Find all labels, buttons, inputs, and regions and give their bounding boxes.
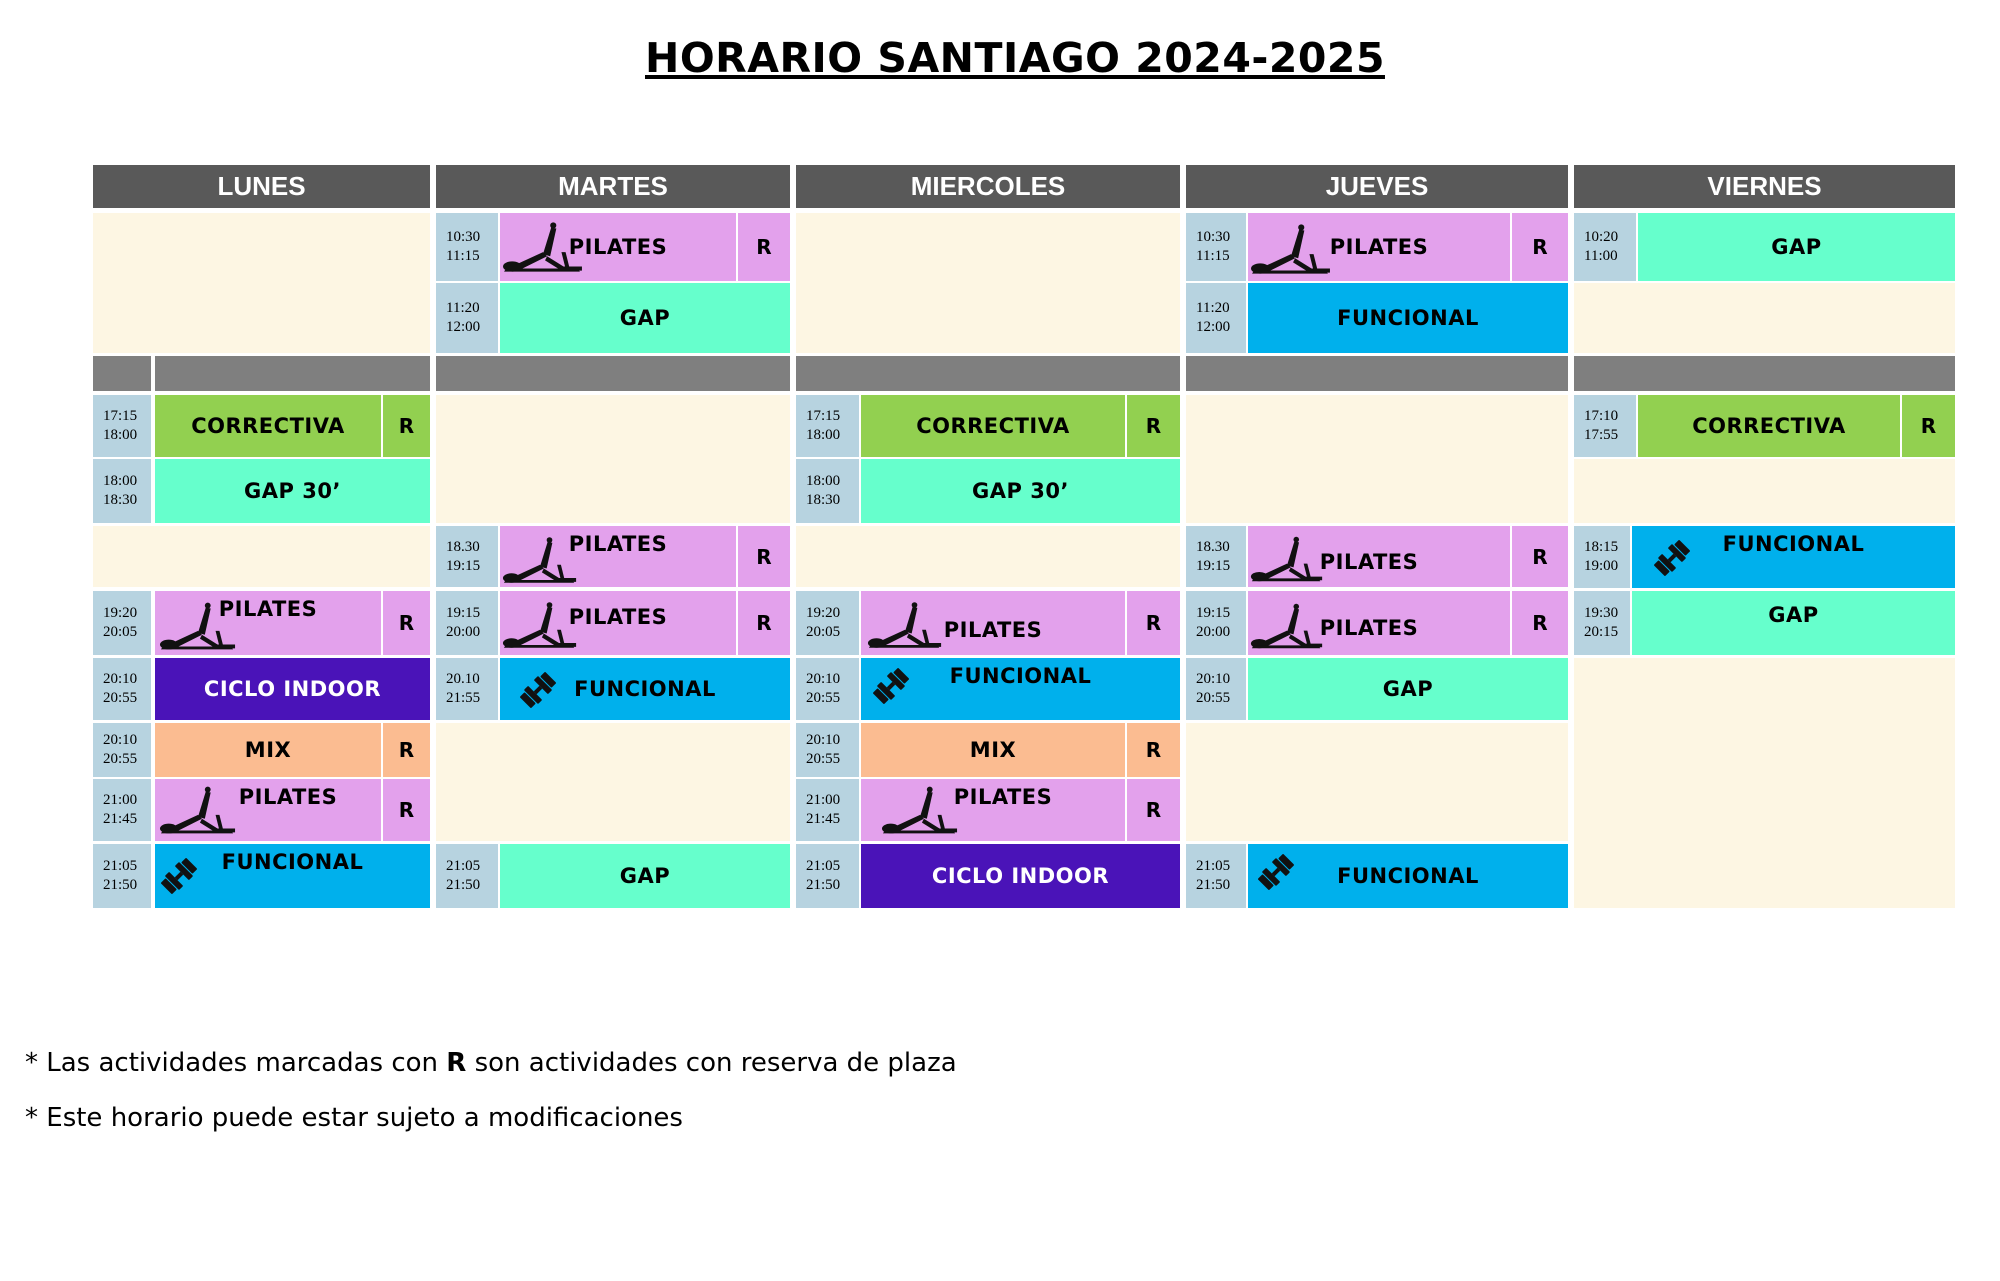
time-start: 18:00: [806, 473, 841, 489]
class-name: FUNCIONAL: [221, 850, 364, 874]
note-text: son actividades con reserva de plaza: [466, 1048, 957, 1078]
time-cell: [1574, 395, 1636, 457]
time-end: 20:55: [806, 690, 841, 706]
class-pilates: [500, 213, 736, 281]
time-cell: [436, 283, 498, 353]
time-end: 19:00: [1584, 558, 1619, 574]
reserve-mark: R: [1512, 526, 1568, 587]
class-pilates: [500, 591, 736, 655]
time-end: 20:55: [806, 751, 841, 767]
class-name: GAP: [619, 864, 671, 888]
time-start: 20.10: [446, 671, 480, 687]
class-gap-30: [155, 459, 430, 523]
time-cell: [93, 591, 151, 655]
time-start: 20:10: [103, 732, 138, 748]
empty-slot: [1574, 658, 1955, 908]
separator: [155, 356, 430, 391]
time-end: 21:50: [446, 877, 481, 893]
class-name: GAP 30’: [244, 479, 341, 503]
class-name: PILATES: [1329, 235, 1429, 259]
class-mix: [861, 723, 1125, 777]
dumbbell-icon: [871, 666, 911, 706]
time-start: 20:10: [806, 732, 841, 748]
class-pilates: [500, 526, 736, 587]
time-cell: [1186, 213, 1246, 281]
class-name: FUNCIONAL: [574, 677, 716, 701]
time-cell: [1186, 658, 1246, 720]
time-cell: [796, 395, 859, 457]
class-name: FUNCIONAL: [1722, 532, 1865, 556]
page-title: HORARIO SANTIAGO 2024-2025: [645, 34, 1385, 82]
time-end: 20:00: [1196, 624, 1231, 640]
pilates-pose-icon: [881, 783, 959, 837]
reserve-mark: R: [738, 213, 790, 281]
time-cell: [796, 591, 859, 655]
time-start: 17:15: [103, 408, 138, 424]
class-ciclo-indoor: [861, 844, 1180, 908]
time-start: 18.30: [1196, 538, 1230, 555]
class-funcional: [1248, 844, 1568, 908]
time-start: 20:10: [806, 671, 841, 687]
time-start: 17:15: [806, 408, 841, 424]
time-end: 21:45: [806, 811, 841, 827]
class-name: PILATES: [238, 785, 338, 809]
time-cell: [796, 658, 859, 720]
class-gap-30: [861, 459, 1180, 523]
dumbbell-icon: [159, 856, 199, 896]
class-name: FUNCIONAL: [1337, 306, 1479, 330]
time-cell: [796, 459, 859, 523]
time-end: 17:55: [1584, 427, 1619, 443]
time-start: 10:20: [1584, 229, 1619, 245]
separator: [1574, 356, 1955, 391]
pilates-pose-icon: [159, 783, 237, 837]
time-cell: [93, 779, 151, 841]
reserve-mark: R: [1127, 779, 1180, 841]
time-cell: [1186, 526, 1246, 587]
class-name: CORRECTIVA: [191, 414, 345, 438]
class-pilates: [1248, 213, 1510, 281]
class-name: FUNCIONAL: [949, 664, 1092, 688]
class-pilates: [1248, 526, 1510, 587]
dumbbell-icon: [1256, 852, 1296, 892]
class-name: PILATES: [568, 532, 668, 556]
class-name: GAP 30’: [972, 479, 1069, 503]
time-cell: [796, 723, 859, 777]
time-end: 20:55: [103, 690, 138, 706]
class-gap: [1632, 591, 1955, 655]
class-funcional: [155, 844, 430, 908]
class-name: GAP: [1768, 603, 1819, 627]
reserve-mark: R: [1902, 395, 1955, 457]
dumbbell-icon: [518, 670, 558, 710]
time-start: 18:00: [103, 473, 138, 489]
time-cell: [93, 395, 151, 457]
pilates-pose-icon: [1250, 534, 1324, 584]
empty-slot: [93, 213, 430, 353]
class-name: PILATES: [953, 785, 1053, 809]
class-name: PILATES: [218, 597, 318, 621]
time-cell: [93, 459, 151, 523]
time-end: 11:15: [446, 248, 480, 264]
time-end: 21:45: [103, 811, 138, 827]
time-cell: [1186, 844, 1246, 908]
class-funcional: [1632, 526, 1955, 588]
class-name: MIX: [244, 738, 292, 762]
time-end: 20:05: [806, 624, 841, 640]
time-end: 21:50: [1196, 877, 1231, 893]
class-name: GAP: [1771, 235, 1822, 259]
reserve-mark: R: [1127, 395, 1180, 457]
time-cell: [93, 844, 151, 908]
class-correctiva: [155, 395, 381, 457]
class-gap: [500, 844, 790, 908]
time-cell: [436, 844, 498, 908]
class-name: CICLO INDOOR: [203, 677, 382, 701]
day-header-viernes: VIERNES: [1574, 165, 1955, 208]
time-start: 21:05: [103, 858, 138, 874]
pilates-pose-icon: [1250, 601, 1324, 651]
reserve-mark: R: [738, 591, 790, 655]
class-name: GAP: [619, 306, 671, 330]
time-start: 21:00: [806, 792, 841, 808]
time-cell: [1574, 591, 1630, 655]
class-name: MIX: [969, 738, 1017, 762]
time-end: 12:00: [1196, 319, 1231, 335]
note-reserve: [25, 1048, 957, 1078]
class-gap: [500, 283, 790, 353]
time-cell: [436, 658, 498, 720]
time-start: 19:15: [1196, 605, 1231, 621]
separator: [1186, 356, 1568, 391]
reserve-mark: R: [1512, 213, 1568, 281]
time-start: 21:00: [103, 792, 138, 808]
class-gap: [1638, 213, 1955, 281]
time-start: 21:05: [1196, 858, 1231, 874]
time-start: 21:05: [446, 858, 481, 874]
time-end: 12:00: [446, 319, 481, 335]
class-ciclo-indoor: [155, 658, 430, 720]
empty-slot: [1186, 723, 1568, 841]
separator: [93, 356, 151, 391]
time-end: 21:55: [446, 690, 481, 706]
class-name: PILATES: [943, 618, 1043, 642]
class-funcional: [500, 658, 790, 720]
note-reserve-mark: R: [446, 1048, 467, 1078]
time-start: 21:05: [806, 858, 841, 874]
class-name: PILATES: [1319, 616, 1419, 640]
time-end: 20:55: [103, 751, 138, 767]
pilates-pose-icon: [502, 599, 578, 651]
time-start: 11:20: [446, 300, 480, 316]
time-cell: [1574, 213, 1636, 281]
time-end: 18:30: [103, 492, 138, 508]
class-name: FUNCIONAL: [1337, 864, 1479, 888]
day-header-jueves: JUEVES: [1186, 165, 1568, 208]
empty-slot: [436, 395, 790, 523]
class-name: CORRECTIVA: [1692, 414, 1846, 438]
class-name: PILATES: [568, 605, 668, 629]
dumbbell-icon: [1652, 538, 1692, 578]
time-cell: [796, 844, 859, 908]
reserve-mark: R: [383, 723, 430, 777]
time-start: 19:30: [1584, 605, 1619, 621]
class-pilates: [1248, 591, 1510, 655]
empty-slot: [1574, 283, 1955, 353]
note-modifications: * Este horario puede estar sujeto a modificaciones: [25, 1103, 683, 1133]
time-start: 19:20: [806, 605, 841, 621]
time-cell: [1574, 526, 1630, 588]
note-text: * Las actividades marcadas con: [25, 1048, 447, 1078]
time-cell: [796, 779, 859, 841]
time-end: 18:30: [806, 492, 841, 508]
class-name: PILATES: [568, 235, 668, 259]
separator: [796, 356, 1180, 391]
pilates-pose-icon: [502, 534, 578, 586]
empty-slot: [796, 526, 1180, 587]
class-name: GAP: [1382, 677, 1434, 701]
day-header-lunes: LUNES: [93, 165, 430, 208]
class-name: PILATES: [1319, 549, 1419, 574]
time-cell: [436, 213, 498, 281]
time-end: 19:15: [446, 557, 481, 574]
time-start: 10:30: [446, 229, 481, 245]
class-pilates: [861, 779, 1125, 841]
class-mix: [155, 723, 381, 777]
day-header-miercoles: MIERCOLES: [796, 165, 1180, 208]
time-start: 11:20: [1196, 300, 1230, 316]
time-cell: [436, 526, 498, 587]
reserve-mark: R: [383, 395, 430, 457]
pilates-pose-icon: [1250, 221, 1332, 277]
time-end: 20:05: [103, 624, 138, 640]
reserve-mark: R: [738, 526, 790, 587]
time-cell: [436, 591, 498, 655]
class-name: CORRECTIVA: [916, 414, 1070, 438]
time-start: 20:10: [103, 671, 138, 687]
time-start: 20:10: [1196, 671, 1231, 687]
time-start: 18:15: [1584, 539, 1619, 555]
class-correctiva: [1638, 395, 1900, 457]
empty-slot: [796, 213, 1180, 353]
reserve-mark: R: [383, 591, 430, 655]
time-cell: [1186, 591, 1246, 655]
pilates-pose-icon: [867, 599, 943, 651]
time-end: 21:50: [103, 877, 138, 893]
empty-slot: [436, 723, 790, 841]
class-name: CICLO INDOOR: [931, 864, 1110, 888]
time-start: 17:10: [1584, 408, 1619, 424]
time-end: 20:55: [1196, 690, 1231, 706]
class-gap: [1248, 658, 1568, 720]
reserve-mark: R: [1127, 723, 1180, 777]
class-pilates: [155, 591, 381, 655]
time-end: 18:00: [806, 427, 841, 443]
reserve-mark: R: [383, 779, 430, 841]
reserve-mark: R: [1127, 591, 1180, 655]
class-pilates: [155, 779, 381, 841]
class-funcional: [1248, 283, 1568, 353]
time-end: 11:00: [1584, 248, 1618, 264]
time-end: 20:15: [1584, 624, 1619, 640]
separator: [436, 356, 790, 391]
class-pilates: [861, 591, 1125, 655]
time-cell: [93, 658, 151, 720]
reserve-mark: R: [1512, 591, 1568, 655]
time-start: 19:15: [446, 605, 481, 621]
time-end: 20:00: [446, 624, 481, 640]
time-start: 10:30: [1196, 229, 1231, 245]
time-end: 18:00: [103, 427, 138, 443]
time-start: 18.30: [446, 538, 480, 555]
empty-slot: [93, 526, 430, 587]
day-header-martes: MARTES: [436, 165, 790, 208]
empty-slot: [1186, 395, 1568, 523]
time-start: 19:20: [103, 605, 138, 621]
class-correctiva: [861, 395, 1125, 457]
time-end: 19:15: [1196, 557, 1231, 574]
time-end: 11:15: [1196, 248, 1230, 264]
class-funcional: [861, 658, 1180, 720]
time-cell: [1186, 283, 1246, 353]
time-cell: [93, 723, 151, 777]
empty-slot: [1574, 459, 1955, 523]
time-end: 21:50: [806, 877, 841, 893]
